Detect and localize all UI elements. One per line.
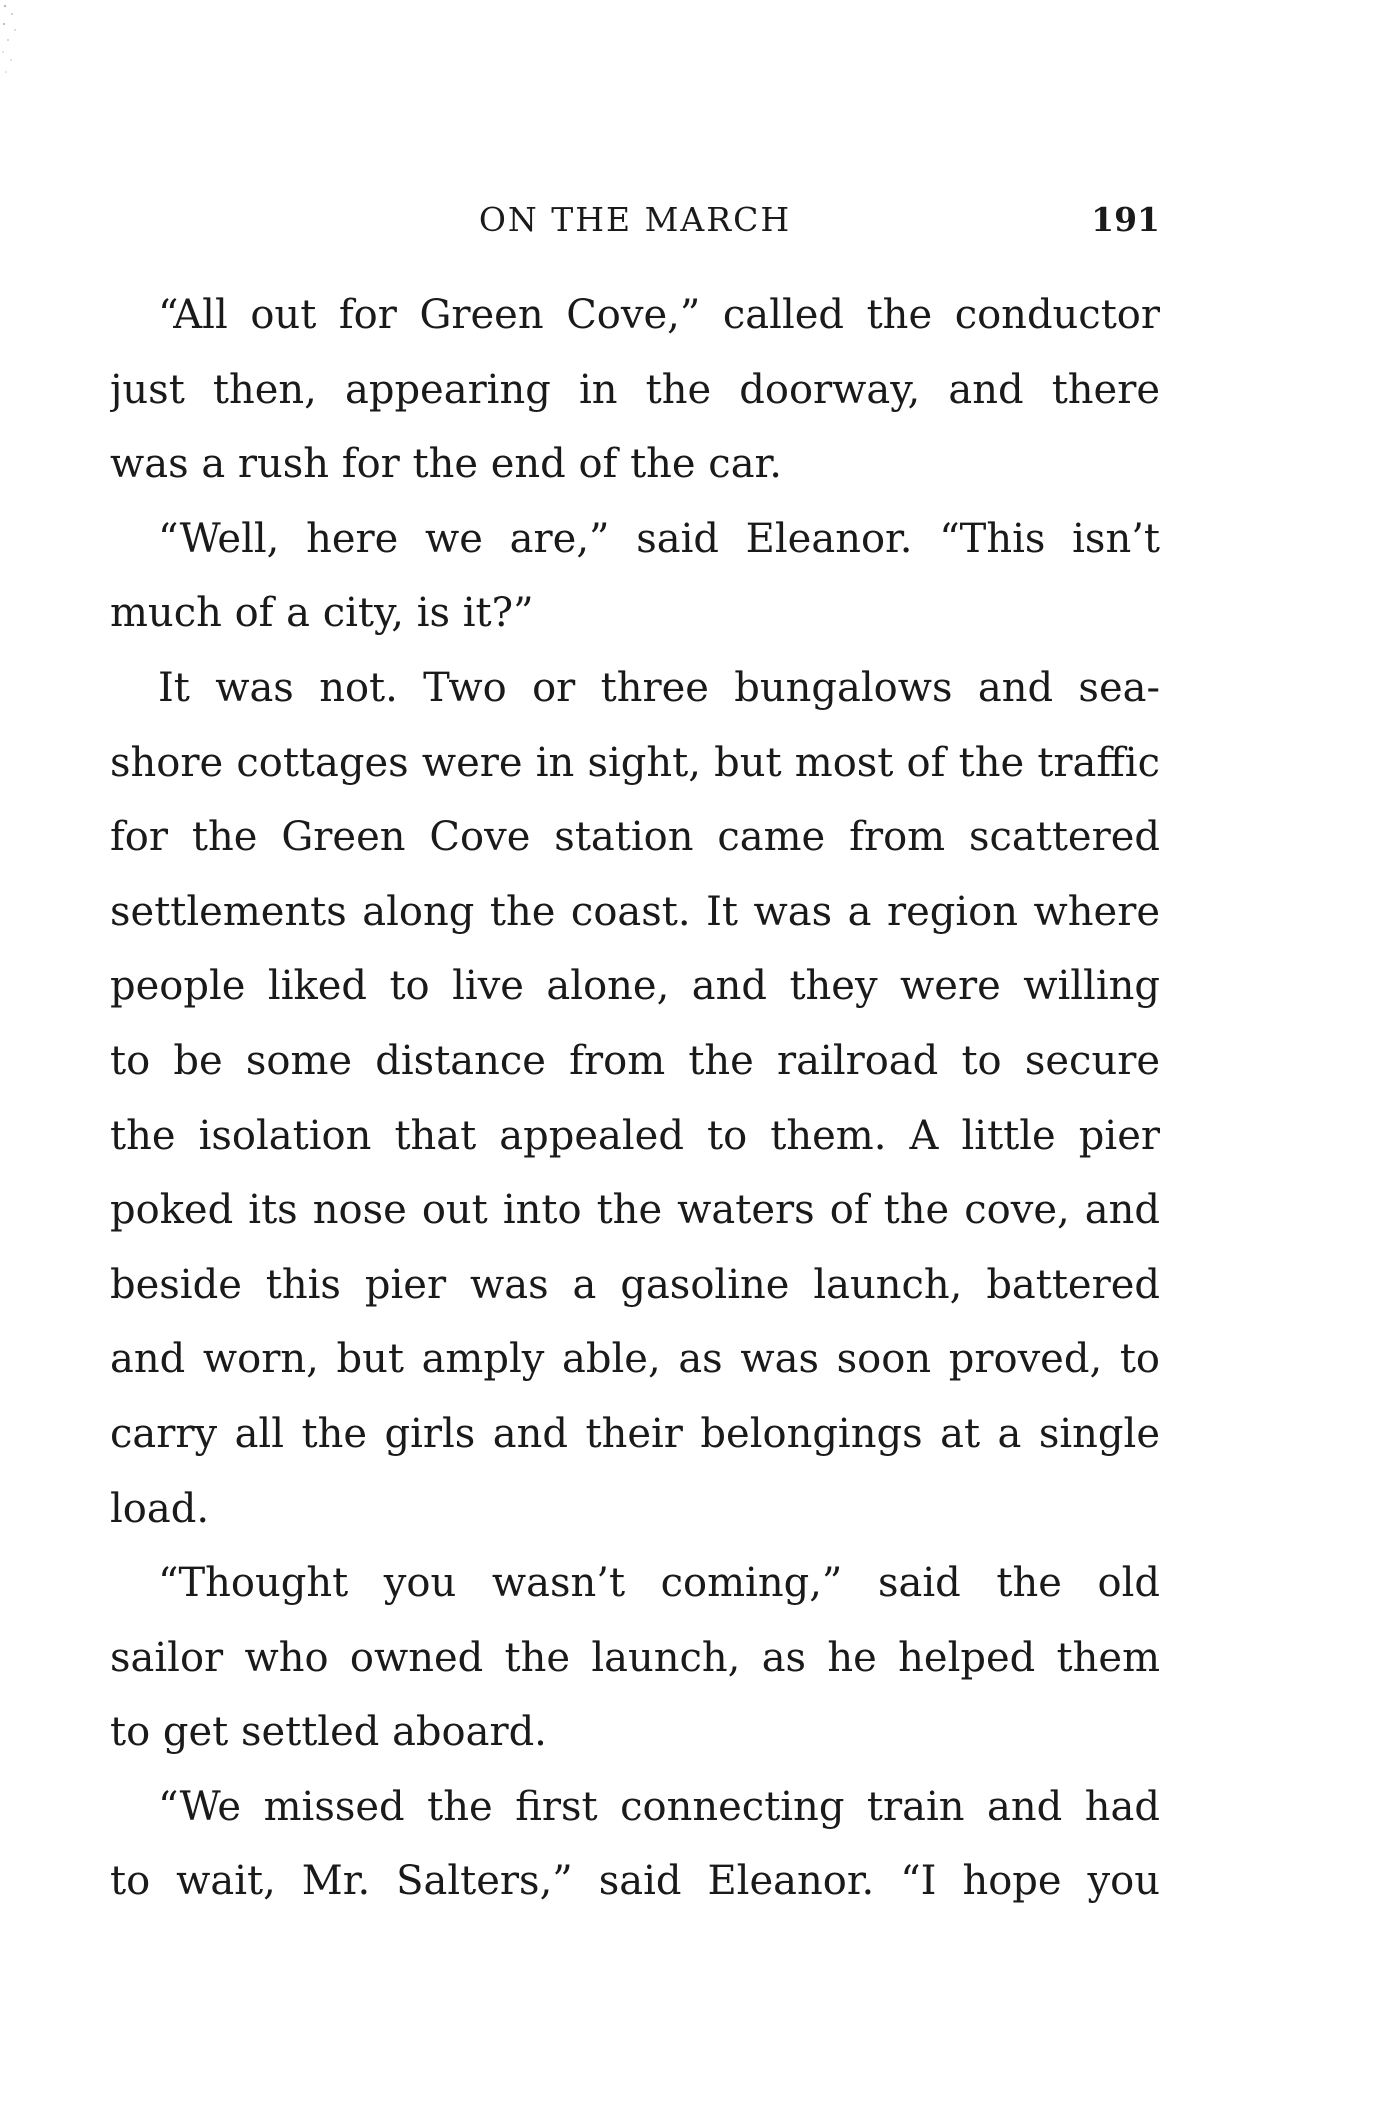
text-line: beside this pier was a gasoline launch, battered [110, 1261, 1160, 1308]
text-line: poked its nose out into the waters of the cove, and [110, 1187, 1160, 1234]
page-number: 191 [1091, 200, 1160, 239]
text-line: to get settled aboard. [110, 1709, 547, 1756]
running-title: ON THE MARCH [478, 200, 792, 239]
text-line: “We missed the first connecting train and had [158, 1783, 1160, 1830]
text-line: and worn, but amply able, as was soon proved, to [110, 1336, 1160, 1383]
body-text [110, 278, 1160, 1919]
text-line: to be some distance from the railroad to secure [110, 1037, 1160, 1084]
text-line: sailor who owned the launch, as he helped them [110, 1634, 1160, 1681]
text-line: “All out for Green Cove,” called the conductor [158, 292, 1160, 338]
text-line: carry all the girls and their belongings at a single [110, 1410, 1160, 1457]
text-line: “Thought you wasn’t coming,” said the old [158, 1560, 1160, 1607]
text-line: load. [110, 1485, 210, 1532]
page-header [110, 192, 1160, 252]
text-line: settlements along the coast. It was a region where [110, 888, 1160, 935]
text-line: much of a city, is it?” [110, 590, 534, 637]
text-line: It was not. Two or three bungalows and sea- [158, 664, 1160, 711]
text-line: to wait, Mr. Salters,” said Eleanor. “I hope you [110, 1858, 1160, 1905]
text-line: “Well, here we are,” said Eleanor. “This isn’t [158, 515, 1160, 562]
text-line: just then, appearing in the doorway, and there [110, 366, 1160, 413]
text-line: shore cottages were in sight, but most of the traffic [110, 739, 1160, 786]
text-line: was a rush for the end of the car. [110, 441, 782, 488]
text-line: people liked to live alone, and they were willing [110, 963, 1160, 1010]
scan-specks [0, 0, 30, 90]
text-line: the isolation that appealed to them. A little pier [110, 1112, 1160, 1159]
text-line: for the Green Cove station came from scattered [110, 814, 1160, 861]
